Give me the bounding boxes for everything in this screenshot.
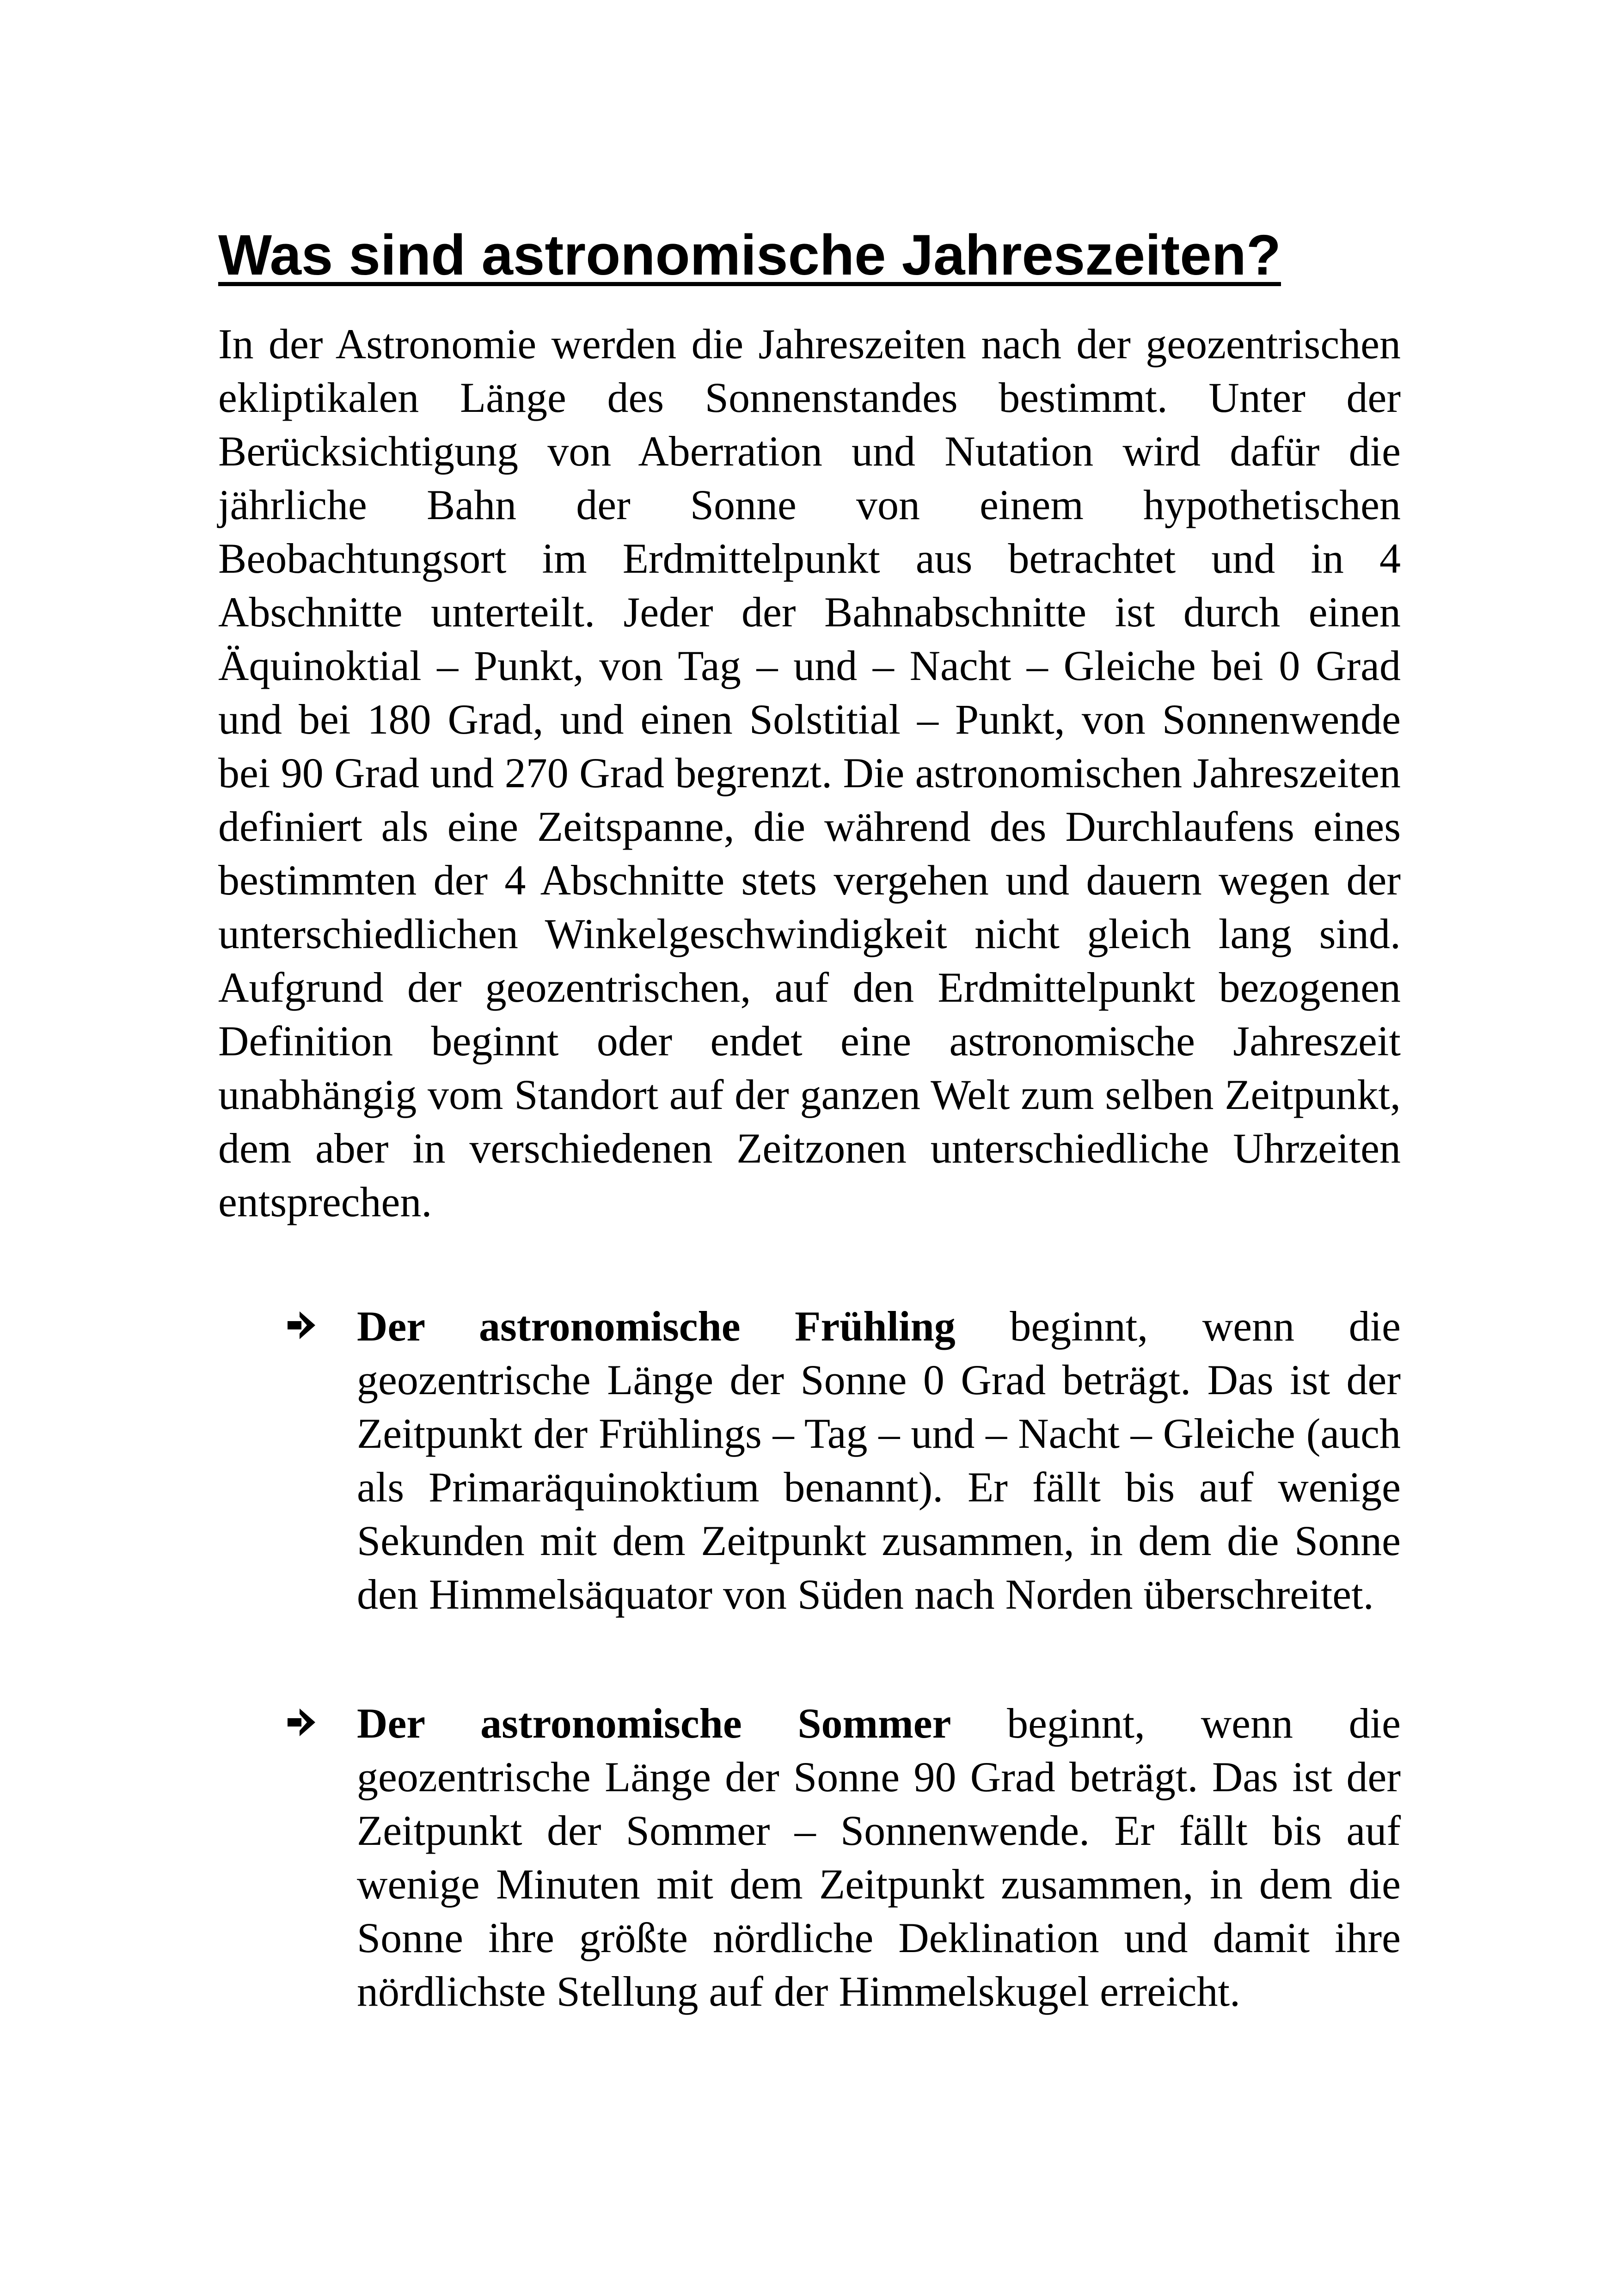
bullet-text xyxy=(357,1299,1401,1621)
bullet-text xyxy=(357,1696,1401,2018)
bullet-description: beginnt, wenn die geozentrische Länge der Sonne 90 Grad beträgt. Das ist der Zeitpunkt der Sommer – Sonnenwende. Er fällt bis auf wenige Minuten mit dem Zeitpunkt zusammen, in dem die Sonne ihre größte nördliche Deklination und damit ihre nördlichste Stellung auf der Himmelskugel erreicht. xyxy=(357,1700,1401,2015)
bullet-item-summer xyxy=(288,1696,1401,2018)
bullet-item-spring xyxy=(288,1299,1401,1621)
page-title: Was sind astronomische Jahreszeiten? xyxy=(218,224,1281,287)
bullet-term: Der astronomische Sommer xyxy=(357,1700,951,1747)
arrow-right-icon xyxy=(288,1696,325,1750)
bullet-description: beginnt, wenn die geozentrische Länge der Sonne 0 Grad beträgt. Das ist der Zeitpunkt der Frühlings – Tag – und – Nacht – Gleiche (auch als Primaräquinoktium benannt). Er fällt bis auf wenige Sekunden mit dem Zeitpunkt zusammen, in dem die Sonne den Himmelsäquator von Süden nach Norden überschreitet. xyxy=(357,1303,1401,1618)
bullet-term: Der astronomische Frühling xyxy=(357,1303,956,1350)
intro-paragraph: In der Astronomie werden die Jahreszeiten nach der geozentrischen ekliptikalen Länge des Sonnenstandes bestimmt. Unter der Berücksichtigung von Aberration und Nutation wird dafür die jährliche Bahn der Sonne von einem hypothetischen Beobachtungsort im Erdmittelpunkt aus betrachtet und in 4 Abschnitte unterteilt. Jeder der Bahnabschnitte ist durch einen Äquinoktial – Punkt, von Tag – und – Nacht – Gleiche bei 0 Grad und bei 180 Grad, und einen Solstitial – Punkt, von Sonnenwende bei 90 Grad und 270 Grad begrenzt. Die astronomischen Jahreszeiten definiert als eine Zeitspanne, die während des Durchlaufens eines bestimmten der 4 Abschnitte stets vergehen und dauern wegen der unterschiedlichen Winkelgeschwindigkeit nicht gleich lang sind. Aufgrund der geozentrischen, auf den Erdmittelpunkt bezogenen Definition beginnt oder endet eine astronomische Jahreszeit unabhängig vom Standort auf der ganzen Welt zum selben Zeitpunkt, dem aber in verschiedenen Zeitzonen unterschiedliche Uhrzeiten entsprechen. xyxy=(218,320,1401,1225)
arrow-right-icon xyxy=(288,1299,325,1353)
